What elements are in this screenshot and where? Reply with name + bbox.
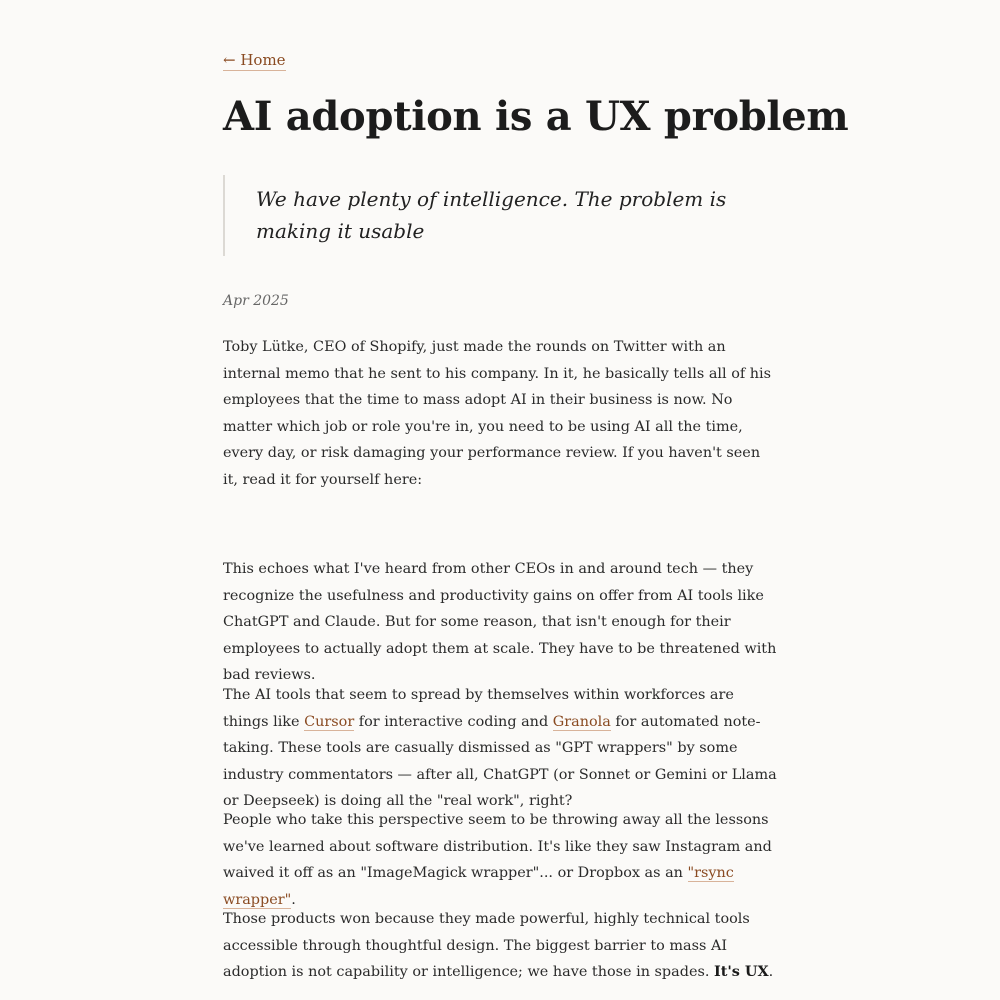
- paragraph-3-text-b: for interactive coding and: [354, 713, 553, 730]
- paragraph-3: [223, 682, 779, 815]
- paragraph-2: This echoes what I've heard from other CEOs in and around tech — they recognize the usefulness and productivity gains on offer from AI tools like ChatGPT and Claude. But for some reason, that isn't enough for their employees to actually adopt them at scale. They have to be threatened with bad reviews.: [223, 561, 777, 683]
- paragraph-4-text-a: People who take this perspective seem to be throwing away all the lessons we've learned about software distribution. It's like they saw Instagram and waived it off as an "ImageMagick wrapper"... or Dropbox as an: [223, 812, 772, 881]
- rsync-wrapper-link[interactable]: "rsync wrapper": [223, 865, 734, 908]
- paragraph-3-text-c: for automated note-taking. These tools are casually dismissed as "GPT wrappers" by some industry commentators — after all, ChatGPT (or Sonnet or Gemini or Llama or Deepseek) is doing all the "real work", right?: [223, 713, 777, 809]
- paragraph-5-text-a: Those products won because they made powerful, highly technical tools accessible through thoughtful design. The biggest barrier to mass AI adoption is not capability or intelligence; we have those in spades.: [223, 911, 750, 980]
- paragraph-4-text-b: .: [291, 891, 296, 908]
- paragraph-5: [223, 906, 779, 986]
- paragraph-5-text-b: .: [768, 964, 774, 980]
- home-link[interactable]: ← Home: [223, 51, 286, 69]
- pull-quote-text: We have plenty of intelligence. The problem is making it usable: [256, 187, 727, 243]
- paragraph-4: [223, 807, 779, 913]
- page-title: AI adoption is a UX problem: [223, 93, 849, 140]
- pull-quote: [223, 175, 743, 256]
- paragraph-1: Toby Lütke, CEO of Shopify, just made the rounds on Twitter with an internal memo that he sent to his company. In it, he basically tells all of his employees that the time to mass adopt AI in their business is now. No matter which job or role you're in, you need to be using AI all the time, every day, or risk damaging your performance review. If you haven't seen it, read it for yourself here:: [223, 339, 772, 488]
- paragraph-3-text-a: The AI tools that seem to spread by themselves within workforces are things like: [223, 687, 734, 730]
- cursor-link[interactable]: Cursor: [304, 713, 355, 730]
- granola-link[interactable]: Granola: [552, 713, 611, 730]
- its-ux-emphasis: It's UX: [714, 963, 769, 980]
- publish-date: Apr 2025: [223, 293, 289, 309]
